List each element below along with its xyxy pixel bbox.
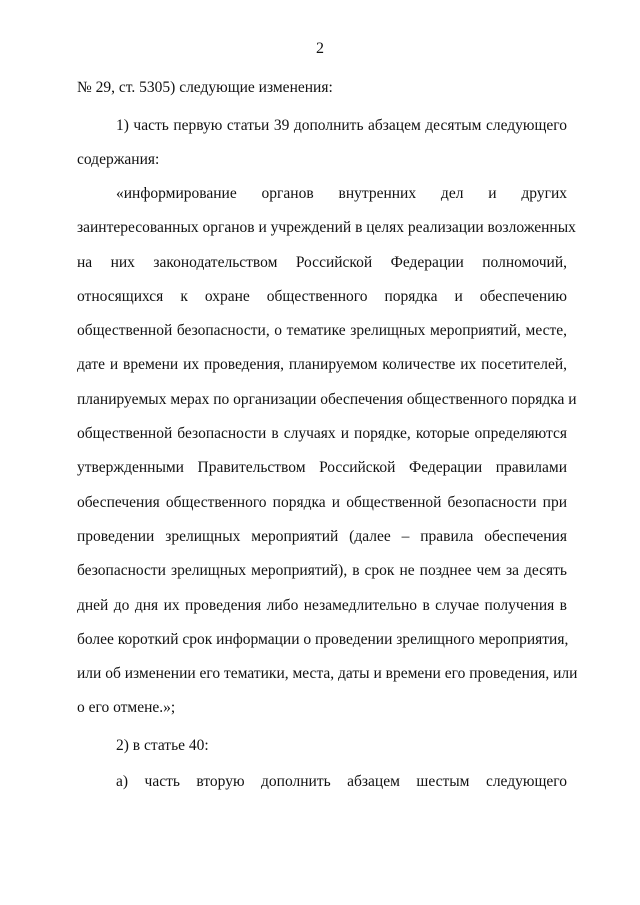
- text-line: утвержденными Правительством Российской Федерации правилами: [77, 459, 567, 476]
- text-line: обеспечения общественного порядка и общественной безопасности при: [77, 494, 567, 511]
- text-line: на них законодательством Российской Федерации полномочий,: [77, 254, 567, 271]
- quote-first-line: «информирование органов внутренних дел и других: [116, 185, 567, 202]
- paragraph-1-line: 1) часть первую статьи 39 дополнить абзацем десятым следующего: [116, 117, 567, 134]
- text-line: о его отмене.»;: [77, 699, 176, 716]
- text-line: более короткий срок информации о проведении зрелищного мероприятия,: [77, 631, 569, 648]
- text-line: или об изменении его тематики, места, даты и времени его проведения, или: [77, 665, 578, 682]
- paragraph-2a-line: а) часть вторую дополнить абзацем шестым следующего: [116, 773, 567, 790]
- text-line: заинтересованных органов и учреждений в целях реализации возложенных: [77, 219, 576, 236]
- text-line: № 29, ст. 5305) следующие изменения:: [77, 79, 333, 96]
- text-line: относящихся к охране общественного порядка и обеспечению: [77, 288, 567, 305]
- text-line: планируемых мерах по организации обеспечения общественного порядка и: [77, 391, 577, 408]
- text-line: дате и времени их проведения, планируемом количестве их посетителей,: [77, 356, 567, 373]
- text-line: содержания:: [77, 151, 160, 168]
- page-number: 2: [316, 40, 324, 57]
- text-line: общественной безопасности, о тематике зрелищных мероприятий, месте,: [77, 322, 567, 339]
- text-line: проведении зрелищных мероприятий (далее – правила обеспечения: [77, 528, 567, 545]
- text-line: общественной безопасности в случаях и порядке, которые определяются: [77, 425, 567, 442]
- text-line: дней до дня их проведения либо незамедлительно в случае получения в: [77, 597, 567, 614]
- paragraph-2-line: 2) в статье 40:: [116, 737, 209, 754]
- text-line: безопасности зрелищных мероприятий), в срок не позднее чем за десять: [77, 562, 567, 579]
